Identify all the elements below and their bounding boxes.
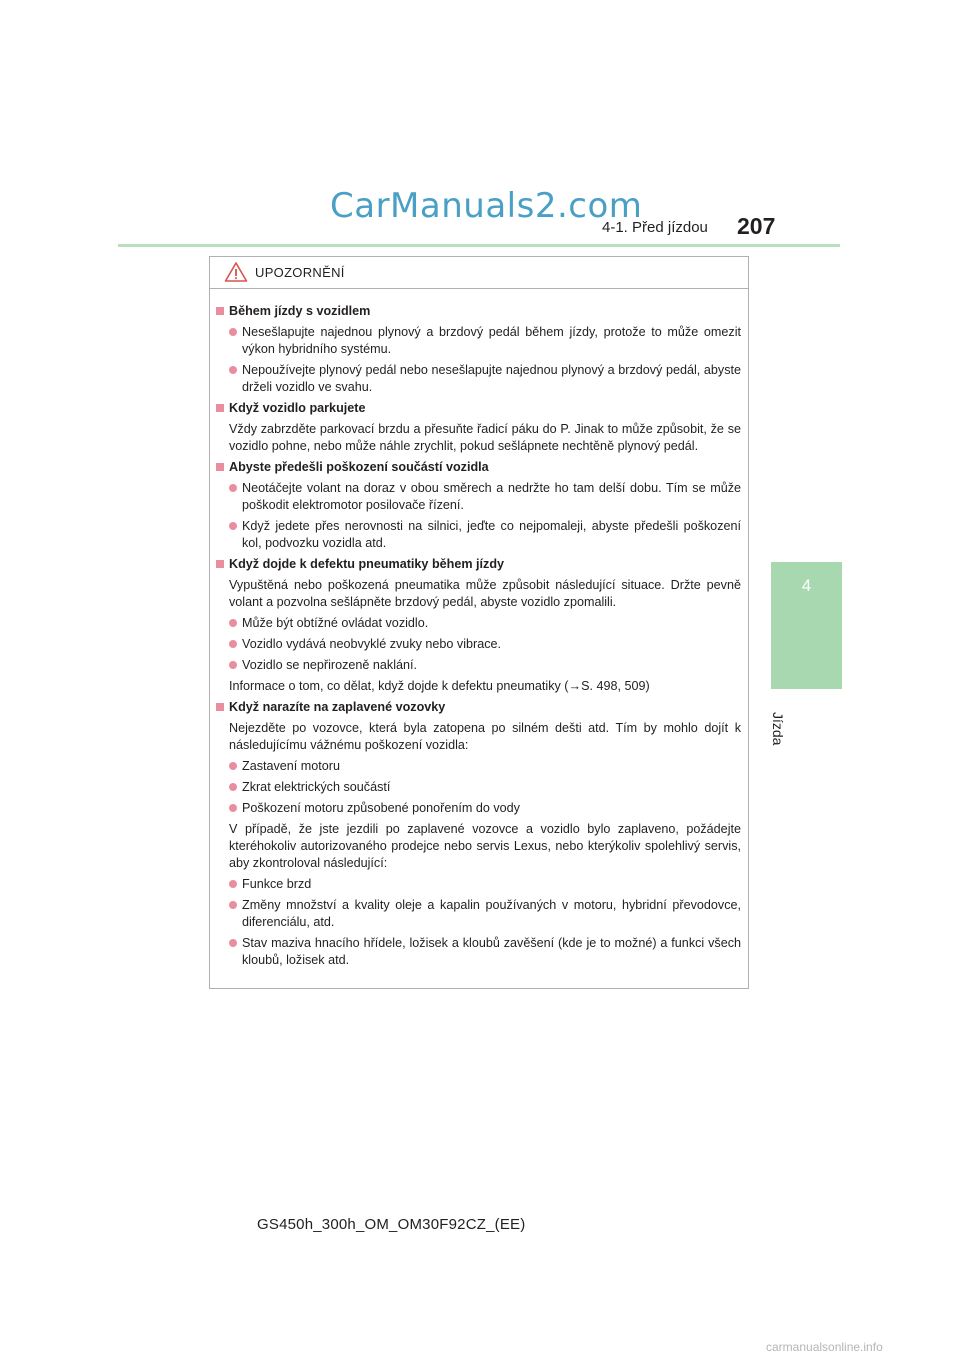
- list-item: Změny množství a kvality oleje a kapalin používaných v motoru, hybridní převodovce, diferenciálu, atd.: [229, 897, 741, 931]
- list-item: Funkce brzd: [229, 876, 741, 893]
- warning-box: [209, 256, 749, 989]
- warning-body: [210, 289, 748, 969]
- paragraph: Vypuštěná nebo poškozená pneumatika může způsobit následující situace. Držte pevně volant a pozvolna sešlápněte brzdový pedál, abyste vozidlo zpomalili.: [229, 578, 741, 609]
- warning-header: [210, 257, 748, 289]
- watermark-carmanualsonline: carmanualsonline.info: [766, 1340, 883, 1354]
- section-title: 4-1. Před jízdou: [602, 219, 708, 236]
- document-code: GS450h_300h_OM_OM30F92CZ_(EE): [257, 1216, 526, 1233]
- list-item: Když jedete přes nerovnosti na silnici, jeďte co nejpomaleji, abyste předešli poškození kol, podvozku vozidla atd.: [229, 518, 741, 552]
- chapter-label: Jízda: [770, 712, 786, 746]
- list-item: Poškození motoru způsobené ponořením do vody: [229, 800, 741, 817]
- list-item: Může být obtížné ovládat vozidlo.: [229, 615, 741, 632]
- list-item: Nesešlapujte najednou plynový a brzdový pedál během jízdy, protože to může omezit výkon hybridního systému.: [229, 324, 741, 358]
- section-heading-flooded-roads: Když narazíte na zaplavené vozovky: [216, 699, 741, 716]
- section-heading-driving: Během jízdy s vozidlem: [216, 303, 741, 320]
- section-heading-parking: Když vozidlo parkujete: [216, 400, 741, 417]
- paragraph: Nejezděte po vozovce, která byla zatopena po silném dešti atd. Tím by mohlo dojít k následujícímu vážnému poškození vozidla:: [229, 721, 741, 752]
- header-rule: [118, 244, 840, 247]
- watermark-carmanuals2: CarManuals2.com: [330, 186, 643, 226]
- paragraph: Vždy zabrzděte parkovací brzdu a přesuňte řadicí páku do P. Jinak to může způsobit, že se vozidlo pohne, nebo může náhle zrychlit, pokud sešlápnete nechtěně plynový pedál.: [229, 422, 741, 453]
- section-heading-flat-tire: Když dojde k defektu pneumatiky během jízdy: [216, 556, 741, 573]
- warning-triangle-icon: [224, 261, 248, 288]
- list-item: Vozidlo vydává neobvyklé zvuky nebo vibrace.: [229, 636, 741, 653]
- page-number: 207: [737, 213, 776, 239]
- list-item: Zastavení motoru: [229, 758, 741, 775]
- chapter-number: 4: [801, 576, 812, 595]
- list-item: Stav maziva hnacího hřídele, ložisek a kloubů zavěšení (kde je to možné) a funkci všech kloubů, ložisek atd.: [229, 935, 741, 969]
- chapter-tab[interactable]: [771, 562, 842, 689]
- list-item: Vozidlo se nepřirozeně naklání.: [229, 657, 741, 674]
- paragraph: V případě, že jste jezdili po zaplavené vozovce a vozidlo bylo zaplaveno, požádejte kteréhokoliv autorizovaného prodejce nebo servis Lexus, nebo kterýkoliv spolehlivý servis, aby zkontroloval následující:: [229, 822, 741, 870]
- warning-title: UPOZORNĚNÍ: [255, 265, 345, 280]
- section-heading-damage: Abyste předešli poškození součástí vozidla: [216, 459, 741, 476]
- list-item: Nepoužívejte plynový pedál nebo nesešlapujte najednou plynový a brzdový pedál, abyste drželi vozidlo ve svahu.: [229, 362, 741, 396]
- page-reference: Informace o tom, co dělat, když dojde k defektu pneumatiky (→S. 498, 509): [229, 679, 650, 693]
- list-item: Neotáčejte volant na doraz v obou směrech a nedržte ho tam delší dobu. Tím se může poškodit elektromotor posilovače řízení.: [229, 480, 741, 514]
- list-item: Zkrat elektrických součástí: [229, 779, 741, 796]
